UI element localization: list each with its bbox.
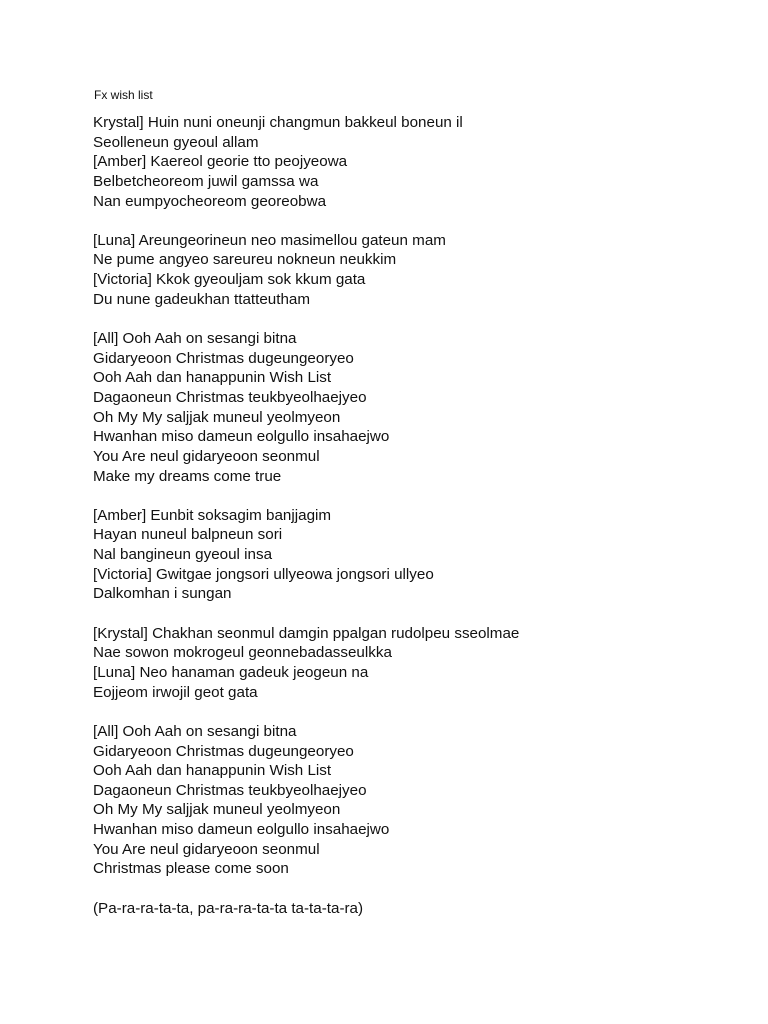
- lyric-line: Belbetcheoreom juwil gamssa wa: [93, 172, 319, 190]
- lyric-line: Make my dreams come true: [93, 467, 282, 485]
- lyric-line: Ne pume angyeo sareureu nokneun neukkim: [93, 251, 397, 269]
- lyric-line: You Are neul gidaryeoon seonmul: [93, 447, 320, 465]
- lyric-stanza: [93, 506, 733, 604]
- lyric-line: Gidaryeoon Christmas dugeungeoryeo: [93, 349, 354, 367]
- lyrics-body: [93, 113, 733, 918]
- lyric-line: [Amber] Kaereol georie tto peojyeowa: [93, 153, 348, 171]
- lyric-stanza: [93, 899, 733, 919]
- lyric-line: [Victoria] Kkok gyeouljam sok kkum gata: [93, 271, 366, 289]
- lyric-line: Dagaoneun Christmas teukbyeolhaejyeo: [93, 781, 367, 799]
- lyric-stanza: [93, 722, 733, 879]
- lyric-line: Ooh Aah dan hanappunin Wish List: [93, 762, 332, 780]
- lyric-line: [Krystal] Chakhan seonmul damgin ppalgan rudolpeu sseolmae: [93, 624, 520, 642]
- lyric-line: [All] Ooh Aah on sesangi bitna: [93, 722, 297, 740]
- lyric-line: [All] Ooh Aah on sesangi bitna: [93, 330, 297, 348]
- lyric-line: Eojjeom irwojil geot gata: [93, 683, 258, 701]
- lyric-line: Nae sowon mokrogeul geonnebadasseulkka: [93, 644, 392, 662]
- document-title: Fx wish list: [94, 88, 153, 102]
- lyric-line: Nan eumpyocheoreom georeobwa: [93, 192, 327, 210]
- lyric-line: Nal bangineun gyeoul insa: [93, 546, 273, 564]
- lyric-line: [Victoria] Gwitgae jongsori ullyeowa jongsori ullyeo: [93, 565, 434, 583]
- lyric-line: Dalkomhan i sungan: [93, 585, 232, 603]
- lyric-line: Christmas please come soon: [93, 860, 289, 878]
- lyric-line: Hwanhan miso dameun eolgullo insahaejwo: [93, 821, 390, 839]
- lyric-line: Gidaryeoon Christmas dugeungeoryeo: [93, 742, 354, 760]
- lyric-line: [Amber] Eunbit soksagim banjjagim: [93, 506, 332, 524]
- lyric-stanza: [93, 113, 733, 211]
- lyric-stanza: [93, 624, 733, 703]
- lyric-line: Oh My My saljjak muneul yeolmyeon: [93, 801, 341, 819]
- lyric-line: (Pa-ra-ra-ta-ta, pa-ra-ra-ta-ta ta-ta-ta-ra): [93, 899, 364, 917]
- lyric-line: Hwanhan miso dameun eolgullo insahaejwo: [93, 428, 390, 446]
- lyric-line: [Luna] Neo hanaman gadeuk jeogeun na: [93, 663, 369, 681]
- lyric-line: Ooh Aah dan hanappunin Wish List: [93, 369, 332, 387]
- lyric-line: Dagaoneun Christmas teukbyeolhaejyeo: [93, 388, 367, 406]
- lyric-line: Hayan nuneul balpneun sori: [93, 526, 283, 544]
- lyric-line: Oh My My saljjak muneul yeolmyeon: [93, 408, 341, 426]
- lyric-stanza: [93, 329, 733, 486]
- lyric-line: Seolleneun gyeoul allam: [93, 133, 259, 151]
- lyric-line: [Luna] Areungeorineun neo masimellou gateun mam: [93, 231, 446, 249]
- lyric-line: You Are neul gidaryeoon seonmul: [93, 840, 320, 858]
- lyric-line: Krystal] Huin nuni oneunji changmun bakkeul boneun il: [93, 114, 463, 131]
- lyric-stanza: [93, 231, 733, 310]
- lyric-line: Du nune gadeukhan ttatteutham: [93, 290, 311, 308]
